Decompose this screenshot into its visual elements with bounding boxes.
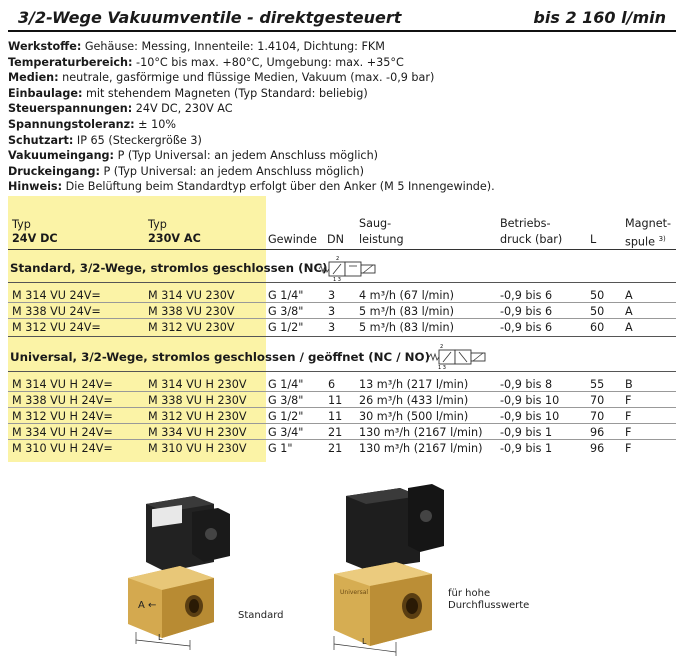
cell-spule: B	[625, 378, 633, 391]
col-header-typ-dc: Typ	[12, 218, 31, 231]
col-header-saug-2: leistung	[359, 233, 404, 246]
cell-gewinde: G 3/4"	[268, 426, 304, 439]
cell-type-dc: M 312 VU H 24V=	[12, 410, 113, 423]
svg-text:L: L	[362, 637, 367, 646]
valve-symbol-nc-icon	[318, 254, 378, 282]
cell-type-dc: M 312 VU 24V=	[12, 321, 101, 334]
cell-saug: 13 m³/h (217 l/min)	[359, 378, 469, 391]
cell-l: 96	[590, 426, 605, 439]
cell-gewinde: G 1"	[268, 442, 293, 455]
section-title-standard: Standard, 3/2-Wege, stromlos geschlossen (NC)	[10, 261, 328, 275]
cell-dn: 11	[328, 394, 343, 407]
cell-type-ac: M 310 VU H 230V	[148, 442, 247, 455]
flow-range: bis 2 160 l/min	[533, 8, 666, 27]
product-images	[0, 470, 684, 664]
spec-line: Spannungstoleranz: ± 10%	[8, 117, 176, 131]
svg-text:1 3: 1 3	[333, 277, 341, 282]
cell-dn: 21	[328, 426, 343, 439]
cell-druck: -0,9 bis 10	[500, 410, 560, 423]
cell-gewinde: G 3/8"	[268, 305, 304, 318]
specifications	[8, 39, 676, 195]
page-header	[8, 6, 676, 32]
cell-l: 96	[590, 442, 605, 455]
col-header-typ-ac: Typ	[148, 218, 167, 231]
spec-line: Druckeingang: P (Typ Universal: an jedem Anschluss möglich)	[8, 164, 364, 178]
cell-dn: 3	[328, 289, 336, 302]
col-header-spule-2: spule $^{3)}$	[625, 235, 666, 249]
cell-type-ac: M 334 VU H 230V	[148, 426, 247, 439]
cell-druck: -0,9 bis 6	[500, 321, 553, 334]
universal-valve-image	[320, 470, 450, 658]
cell-gewinde: G 1/4"	[268, 378, 304, 391]
cell-gewinde: G 1/2"	[268, 321, 304, 334]
divider	[8, 423, 676, 424]
spec-line: Temperaturbereich: -10°C bis max. +80°C, Umgebung: max. +35°C	[8, 55, 404, 69]
divider	[8, 249, 676, 250]
cell-druck: -0,9 bis 8	[500, 378, 553, 391]
cell-type-ac: M 312 VU 230V	[148, 321, 235, 334]
svg-text:2: 2	[336, 256, 340, 262]
cell-type-dc: M 334 VU H 24V=	[12, 426, 113, 439]
cell-saug: 4 m³/h (67 l/min)	[359, 289, 454, 302]
divider	[8, 371, 676, 372]
cell-druck: -0,9 bis 10	[500, 394, 560, 407]
spec-line: Einbaulage: mit stehendem Magneten (Typ Standard: beliebig)	[8, 86, 368, 100]
cell-gewinde: G 3/8"	[268, 394, 304, 407]
col-header-l: L	[590, 233, 597, 246]
cell-l: 70	[590, 410, 605, 423]
valve-symbol-nc-no-icon	[428, 342, 488, 370]
col-header-gewinde: Gewinde	[268, 233, 317, 246]
col-header-druck-1: Betriebs-	[500, 217, 551, 230]
cell-type-dc: M 338 VU 24V=	[12, 305, 101, 318]
cell-gewinde: G 1/4"	[268, 289, 304, 302]
cell-spule: F	[625, 426, 632, 439]
section-title-universal: Universal, 3/2-Wege, stromlos geschlossen / geöffnet (NC / NO)	[10, 350, 430, 364]
cell-l: 70	[590, 394, 605, 407]
cell-druck: -0,9 bis 1	[500, 426, 553, 439]
spec-line: Medien: neutrale, gasförmige und flüssige Medien, Vakuum (max. -0,9 bar)	[8, 71, 435, 85]
cell-saug: 30 m³/h (500 l/min)	[359, 410, 469, 423]
cell-spule: A	[625, 305, 633, 318]
divider	[8, 439, 676, 440]
svg-text:A: A	[138, 600, 145, 611]
svg-text:←: ←	[148, 600, 157, 611]
col-header-dn: DN	[327, 233, 344, 246]
divider	[8, 282, 676, 283]
svg-text:1 3: 1 3	[438, 365, 446, 370]
caption-standard: Standard	[238, 610, 284, 621]
svg-text:L: L	[158, 633, 163, 642]
col-header-druck-2: druck (bar)	[500, 233, 563, 246]
cell-type-ac: M 312 VU H 230V	[148, 410, 247, 423]
cell-l: 60	[590, 321, 605, 334]
divider	[8, 407, 676, 408]
cell-dn: 3	[328, 305, 336, 318]
col-header-saug-1: Saug-	[359, 217, 392, 230]
cell-dn: 21	[328, 442, 343, 455]
cell-spule: A	[625, 289, 633, 302]
divider	[8, 318, 676, 319]
cell-type-dc: M 314 VU H 24V=	[12, 378, 113, 391]
col-header-24v-dc: 24V DC	[12, 232, 58, 245]
svg-text:2: 2	[440, 344, 444, 350]
divider	[8, 302, 676, 303]
cell-spule: F	[625, 442, 632, 455]
cell-type-dc: M 310 VU H 24V=	[12, 442, 113, 455]
cell-l: 50	[590, 289, 605, 302]
cell-druck: -0,9 bis 1	[500, 442, 553, 455]
cell-saug: 130 m³/h (2167 l/min)	[359, 426, 483, 439]
col-header-230v-ac: 230V AC	[148, 232, 201, 245]
cell-saug: 130 m³/h (2167 l/min)	[359, 442, 483, 455]
cell-saug: 5 m³/h (83 l/min)	[359, 305, 454, 318]
spec-line: Steuerspannungen: 24V DC, 230V AC	[8, 102, 233, 116]
spec-line: Vakuumeingang: P (Typ Universal: an jedem Anschluss möglich)	[8, 149, 379, 163]
cell-dn: 11	[328, 410, 343, 423]
divider	[8, 336, 676, 337]
spec-line: Werkstoffe: Gehäuse: Messing, Innenteile: 1.4104, Dichtung: FKM	[8, 40, 385, 53]
cell-type-ac: M 314 VU 230V	[148, 289, 235, 302]
cell-saug: 5 m³/h (83 l/min)	[359, 321, 454, 334]
cell-spule: F	[625, 394, 632, 407]
cell-dn: 3	[328, 321, 336, 334]
divider	[8, 391, 676, 392]
cell-saug: 26 m³/h (433 l/min)	[359, 394, 469, 407]
product-table	[8, 196, 676, 462]
spec-line: Hinweis: Die Belüftung beim Standardtyp erfolgt über den Anker (M 5 Innengewinde).	[8, 180, 495, 194]
cell-druck: -0,9 bis 6	[500, 289, 553, 302]
cell-dn: 6	[328, 378, 336, 391]
caption-universal-2: Durchflusswerte	[448, 600, 530, 611]
caption-universal-1: für hohe	[448, 588, 491, 599]
cell-druck: -0,9 bis 6	[500, 305, 553, 318]
cell-spule: F	[625, 410, 632, 423]
col-header-spule-1: Magnet-	[625, 217, 672, 230]
cell-spule: A	[625, 321, 633, 334]
cell-l: 50	[590, 305, 605, 318]
page-title: 3/2-Wege Vakuumventile - direktgesteuert	[18, 8, 402, 27]
standard-valve-image	[118, 482, 238, 652]
cell-type-dc: M 314 VU 24V=	[12, 289, 101, 302]
svg-text:Universal: Universal	[340, 589, 369, 596]
spec-line: Schutzart: IP 65 (Steckergröße 3)	[8, 133, 202, 147]
cell-type-ac: M 314 VU H 230V	[148, 378, 247, 391]
cell-l: 55	[590, 378, 605, 391]
cell-gewinde: G 1/2"	[268, 410, 304, 423]
cell-type-ac: M 338 VU H 230V	[148, 394, 247, 407]
cell-type-ac: M 338 VU 230V	[148, 305, 235, 318]
cell-type-dc: M 338 VU H 24V=	[12, 394, 113, 407]
